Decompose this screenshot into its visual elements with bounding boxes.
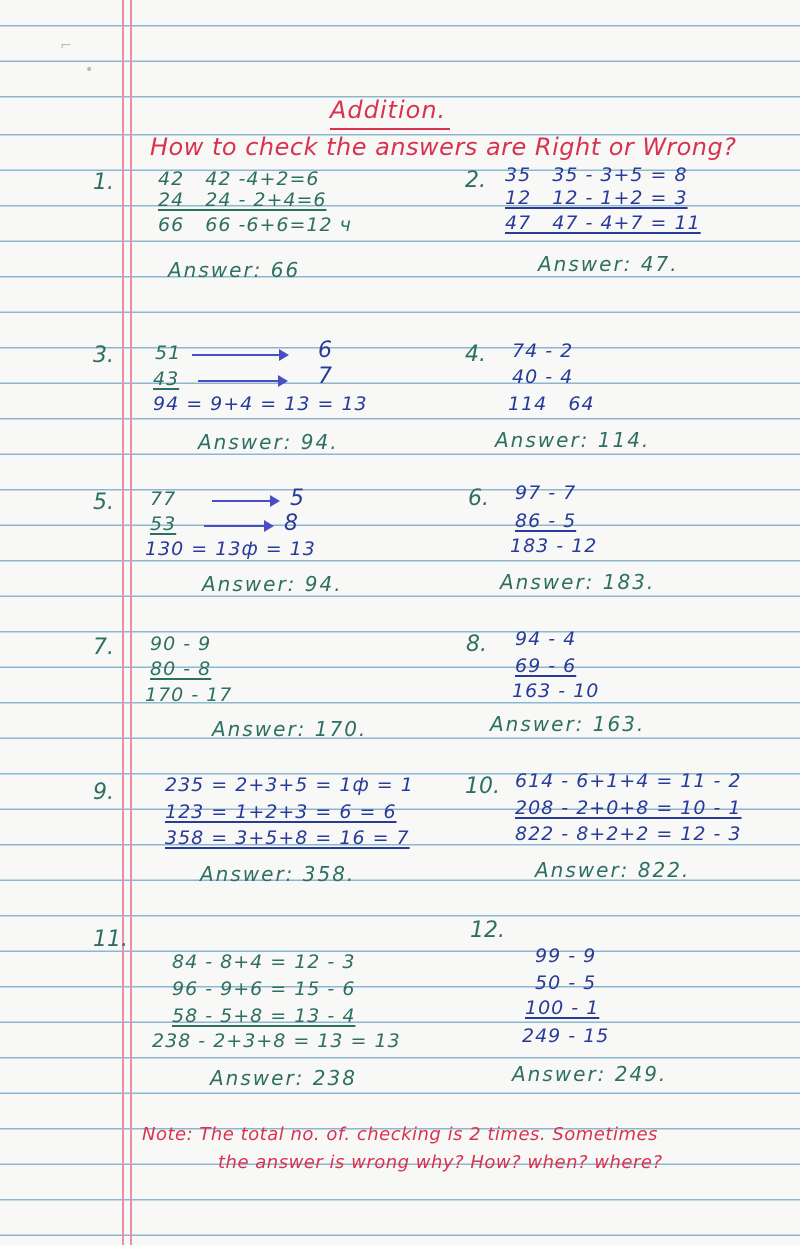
problem-number: 10. — [465, 774, 500, 799]
problem-line — [165, 827, 410, 849]
problem-line: 614 - 6+1+4 = 11 - 2 — [515, 770, 742, 792]
problem-line — [150, 658, 211, 680]
problem-line — [172, 1005, 355, 1027]
problem-line: 90 - 9 — [150, 633, 212, 655]
problem-line — [505, 212, 701, 234]
problem-line: 35 35 - 3+5 = 8 — [505, 164, 688, 186]
problem-number: 8. — [466, 632, 487, 657]
problem-line: 40 - 4 — [512, 366, 574, 388]
answer-text: Answer: 66 — [168, 258, 301, 282]
answer-text: Answer: 114. — [495, 428, 651, 452]
problem-line: 97 - 7 — [515, 482, 577, 504]
problem-number: 9. — [93, 780, 114, 805]
margin-line — [130, 0, 132, 1245]
answer-text: Answer: 822. — [535, 858, 691, 882]
problem-line — [505, 164, 688, 186]
problem-number: 3. — [93, 343, 114, 368]
answer-text: Answer: 183. — [500, 570, 656, 594]
problem-line — [150, 513, 176, 535]
problem-line — [525, 997, 599, 1019]
problem-number: 7. — [93, 635, 114, 660]
problem-line — [515, 655, 576, 677]
problem-line: 43 — [153, 368, 180, 390]
arrow — [204, 525, 272, 527]
problem-line: 163 - 10 — [512, 680, 600, 702]
smudge: ⌐ — [60, 38, 72, 54]
problem-line: 50 - 5 — [535, 972, 597, 994]
arrow — [192, 354, 287, 356]
problem-line: 208 - 2+0+8 = 10 - 1 — [515, 797, 742, 819]
answer-text: Answer: 47. — [538, 252, 679, 276]
problem-line: 12 12 - 1+2 = 3 — [505, 187, 688, 209]
check-mark-value: 7 — [318, 364, 333, 389]
arrow — [212, 500, 278, 502]
note-line: the answer is wrong why? How? when? where? — [218, 1152, 663, 1173]
problem-line: 84 - 8+4 = 12 - 3 — [172, 951, 356, 973]
problem-number: 6. — [468, 486, 489, 511]
problem-line: 53 — [150, 513, 177, 535]
problem-line: 123 = 1+2+3 = 6 = 6 — [165, 801, 397, 823]
problem-number: 4. — [465, 342, 486, 367]
problem-line: 238 - 2+3+8 = 13 = 13 — [152, 1030, 401, 1052]
problem-line — [515, 510, 576, 532]
answer-text: Answer: 163. — [490, 712, 646, 736]
title-underline — [330, 128, 450, 130]
page-title: Addition. — [330, 96, 447, 124]
answer-text: Answer: 358. — [200, 862, 356, 886]
answer-text: Answer: 94. — [202, 572, 343, 596]
problem-number: 5. — [93, 490, 114, 515]
problem-line — [158, 189, 327, 211]
smudge: • — [85, 62, 94, 78]
answer-text: Answer: 94. — [198, 430, 339, 454]
answer-text: Answer: 238 — [210, 1066, 357, 1090]
problem-line — [158, 168, 319, 190]
problem-line: 69 - 6 — [515, 655, 577, 677]
problem-line: 94 = 9+4 = 13 = 13 — [153, 393, 368, 415]
check-mark-value: 6 — [318, 338, 333, 363]
problem-line: 358 = 3+5+8 = 16 = 7 — [165, 827, 410, 849]
problem-line: 74 - 2 — [512, 340, 574, 362]
note-line: Note: The total no. of. checking is 2 times. Sometimes — [142, 1124, 658, 1145]
problem-line — [515, 797, 742, 819]
problem-line: 235 = 2+3+5 = 1ф = 1 — [165, 774, 414, 796]
problem-line: 100 - 1 — [525, 997, 600, 1019]
check-mark-value: 8 — [284, 511, 299, 536]
problem-line: 86 - 5 — [515, 510, 577, 532]
problem-line: 47 47 - 4+7 = 11 — [505, 212, 701, 234]
problem-number: 2. — [465, 168, 486, 193]
problem-line: 96 - 9+6 = 15 - 6 — [172, 978, 356, 1000]
problem-line: 51 — [155, 342, 182, 364]
problem-line: 130 = 13ф = 13 — [145, 538, 316, 560]
problem-number: 11. — [93, 927, 128, 952]
arrow — [198, 380, 286, 382]
problem-line: 58 - 5+8 = 13 - 4 — [172, 1005, 356, 1027]
problem-line: 822 - 8+2+2 = 12 - 3 — [515, 823, 742, 845]
problem-line: 42 42 -4+2=6 — [158, 168, 320, 190]
margin-line — [122, 0, 124, 1245]
problem-line — [153, 368, 179, 390]
page-subtitle: How to check the answers are Right or Wrong? — [150, 133, 737, 161]
answer-text: Answer: 249. — [512, 1062, 668, 1086]
problem-line: 66 66 -6+6=12 ч — [158, 214, 352, 236]
problem-line: 249 - 15 — [522, 1025, 610, 1047]
problem-line: 80 - 8 — [150, 658, 212, 680]
problem-number: 1. — [93, 170, 114, 195]
answer-text: Answer: 170. — [212, 717, 368, 741]
problem-line — [158, 214, 352, 236]
problem-line — [505, 187, 688, 209]
problem-line: 94 - 4 — [515, 628, 577, 650]
problem-line: 170 - 17 — [145, 684, 233, 706]
problem-line: 99 - 9 — [535, 945, 597, 967]
problem-line: 77 — [150, 488, 177, 510]
check-mark-value: 5 — [290, 486, 305, 511]
problem-number: 12. — [470, 918, 505, 943]
problem-line — [165, 801, 397, 823]
problem-line: 24 24 - 2+4=6 — [158, 189, 327, 211]
problem-line: 183 - 12 — [510, 535, 598, 557]
problem-line: 114 64 — [508, 393, 595, 415]
